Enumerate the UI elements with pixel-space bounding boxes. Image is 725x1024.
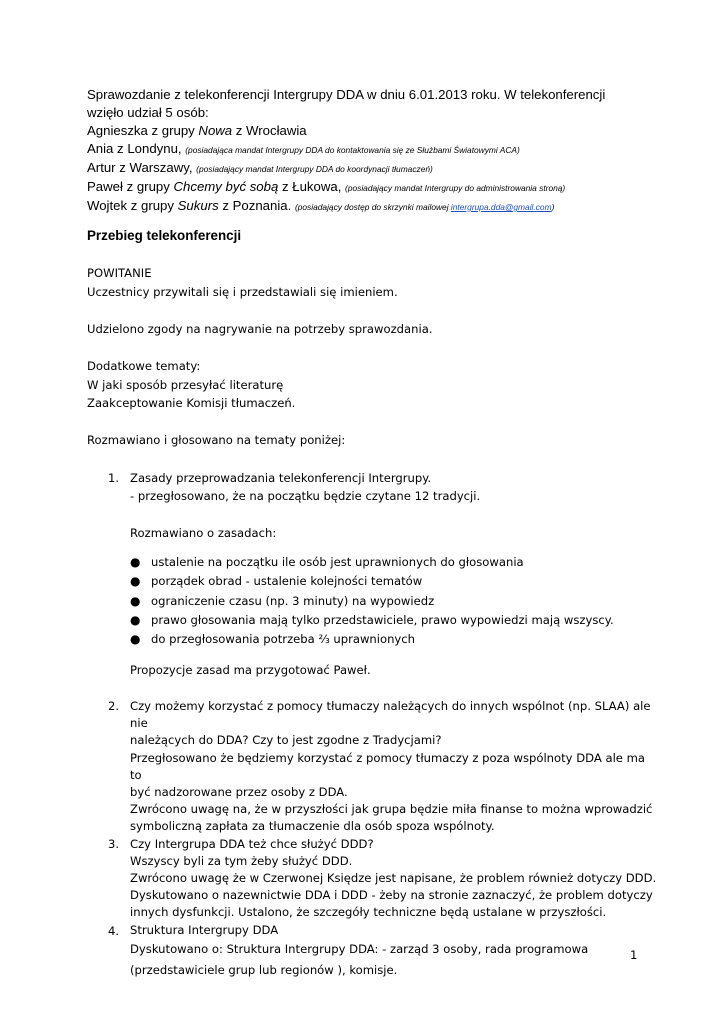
item-line: Dyskutowano o: Struktura Intergrupy DDA: - zarząd 3 osoby, rada programowa [130, 941, 589, 956]
topic-item-4 [87, 922, 657, 981]
item-number: 1. [108, 470, 120, 485]
item-line: Wszyscy byli za tym żeby służyć DDD. [130, 853, 353, 868]
participant-note: (posiadający mandat Intergrupy DDA do koordynacji tłumaczeń) [196, 164, 433, 174]
participant-note: (posiadający mandat Intergrupy do administrowania stroną) [345, 183, 566, 193]
participant-pawel [87, 178, 647, 197]
bullet-text: ograniczenie czasu (np. 3 minuty) na wypowiedz [151, 593, 435, 608]
section-heading: Przebieg telekonferencji [87, 228, 242, 243]
participant-text: z Poznania. [218, 198, 295, 213]
bullet-item [87, 553, 657, 572]
participant-ania [87, 140, 647, 159]
item-line: należących do DDA? Czy to jest zgodne z Tradycjami? [130, 733, 442, 748]
bullet-item [87, 630, 657, 649]
powitanie-label: POWITANIE [87, 266, 152, 280]
item-line: Zwrócono uwagę że w Czerwonej Księdze jest napisane, że problem również dotyczy DDD. [130, 871, 657, 886]
bullet-icon: ● [130, 632, 141, 647]
bullet-text: prawo głosowania mają tylko przedstawiciele, prawo wypowiedzi mają wszyscy. [151, 613, 614, 628]
bullet-text: porządek obrad - ustalenie kolejności tematów [151, 574, 423, 589]
email-link[interactable]: intergrupa.dda@gmail.com [450, 202, 552, 212]
participant-agnieszka [87, 122, 647, 140]
participant-note: ) [551, 202, 555, 212]
item-line: Dyskutowano o nazewnictwie DDA i DDD - żeby na stronie zaznaczyć, że problem dotyczy [130, 888, 653, 903]
rules-bullets [87, 553, 657, 650]
bullet-icon: ● [130, 613, 141, 628]
participant-text: z Wrocławia [232, 123, 307, 138]
participant-artur [87, 159, 647, 178]
item-line: Zwrócono uwagę na, że w przyszłości jak grupa będzie miła finanse to można wprowadzić [130, 802, 653, 817]
group-name: Nowa [198, 123, 233, 138]
item-line: Przegłosowano że będziemy korzystać z pomocy tłumaczy z poza wspólnoty DDA ale ma to [130, 750, 646, 782]
participant-text: Agnieszka z grupy [87, 123, 199, 138]
group-name: Sukurs [177, 198, 219, 213]
topic-item-2 [87, 698, 657, 836]
bullet-item [87, 611, 657, 630]
participant-wojtek [87, 197, 647, 216]
item-line: być nadzorowane przez osoby z DDA. [130, 785, 348, 800]
group-name: Chcemy być sobą [173, 179, 279, 194]
item-line: - przegłosowano, że na początku będzie czytane 12 tradycji. [130, 489, 481, 504]
uczestnicy-text: Uczestnicy przywitali się i przedstawiali się imieniem. [87, 284, 398, 299]
participant-text: Paweł z grupy [87, 179, 174, 194]
bullet-icon: ● [130, 574, 141, 589]
bullet-item [87, 572, 657, 591]
item-line: Czy możemy korzystać z pomocy tłumaczy należących do innych wspólnot (np. SLAA) ale nie [130, 699, 651, 731]
participant-text: Wojtek z grupy [87, 198, 178, 213]
item-number: 3. [108, 836, 120, 851]
bullet-icon: ● [130, 554, 141, 569]
item-line: Zasady przeprowadzania telekonferencji Intergrupy. [130, 470, 432, 485]
bullet-item [87, 592, 657, 611]
bullet-text: ustalenie na początku ile osób jest uprawnionych do głosowania [151, 554, 524, 569]
bullet-icon: ● [130, 593, 141, 608]
report-header [87, 86, 647, 216]
dodatkowe-item: Zaakceptowanie Komisji tłumaczeń. [87, 396, 296, 411]
item-line: Struktura Intergrupy DDA [130, 922, 279, 937]
topic-item-1-outro [87, 661, 657, 680]
report-body [87, 264, 657, 981]
participant-text: Artur z Warszawy, [87, 160, 197, 175]
header-line-2: wzięło udział 5 osób: [87, 105, 209, 120]
dodatkowe-item: W jaki sposób przesyłać literaturę [87, 377, 284, 392]
dodatkowe-label: Dodatkowe tematy: [87, 358, 201, 373]
participant-text: Ania z Londynu, [87, 141, 186, 156]
item-number: 2. [108, 699, 120, 714]
topic-item-3 [87, 836, 657, 922]
item-number: 4. [108, 923, 120, 938]
rules-intro: Rozmawiano o zasadach: [130, 526, 277, 541]
rules-outro: Propozycje zasad ma przygotować Paweł. [130, 662, 371, 677]
item-line: symboliczną zapłata za tłumaczenie dla osób spoza wspólnoty. [130, 819, 495, 834]
item-line: innych dysfunkcji. Ustalono, że szczegóły techniczne będą ustalane w przyszłości. [130, 905, 607, 920]
item-line: (przedstawiciele grup lub regionów ), komisje. [130, 962, 398, 977]
page-number: 1 [630, 948, 638, 962]
participant-note: (posiadająca mandat Intergrupy DDA do kontaktowania się ze Służbami Światowymi ACA) [185, 145, 520, 155]
zgoda-text: Udzielono zgody na nagrywanie na potrzeby sprawozdania. [87, 321, 433, 336]
topics-list [87, 469, 657, 981]
participant-text: z Łukowa, [278, 179, 346, 194]
participant-note: (posiadający dostęp do skrzynki mailowej [294, 202, 451, 212]
item-line: Czy Intergrupa DDA też chce służyć DDD? [130, 836, 374, 851]
topic-item-1 [87, 469, 657, 553]
bullet-text: do przegłosowania potrzeba ⅔ uprawnionych [151, 632, 416, 647]
header-line-1: Sprawozdanie z telekonferencji Intergrupy DDA w dniu 6.01.2013 roku. W telekonferencji [87, 87, 606, 102]
rozmawiano-text: Rozmawiano i głosowano na tematy poniżej: [87, 433, 346, 448]
